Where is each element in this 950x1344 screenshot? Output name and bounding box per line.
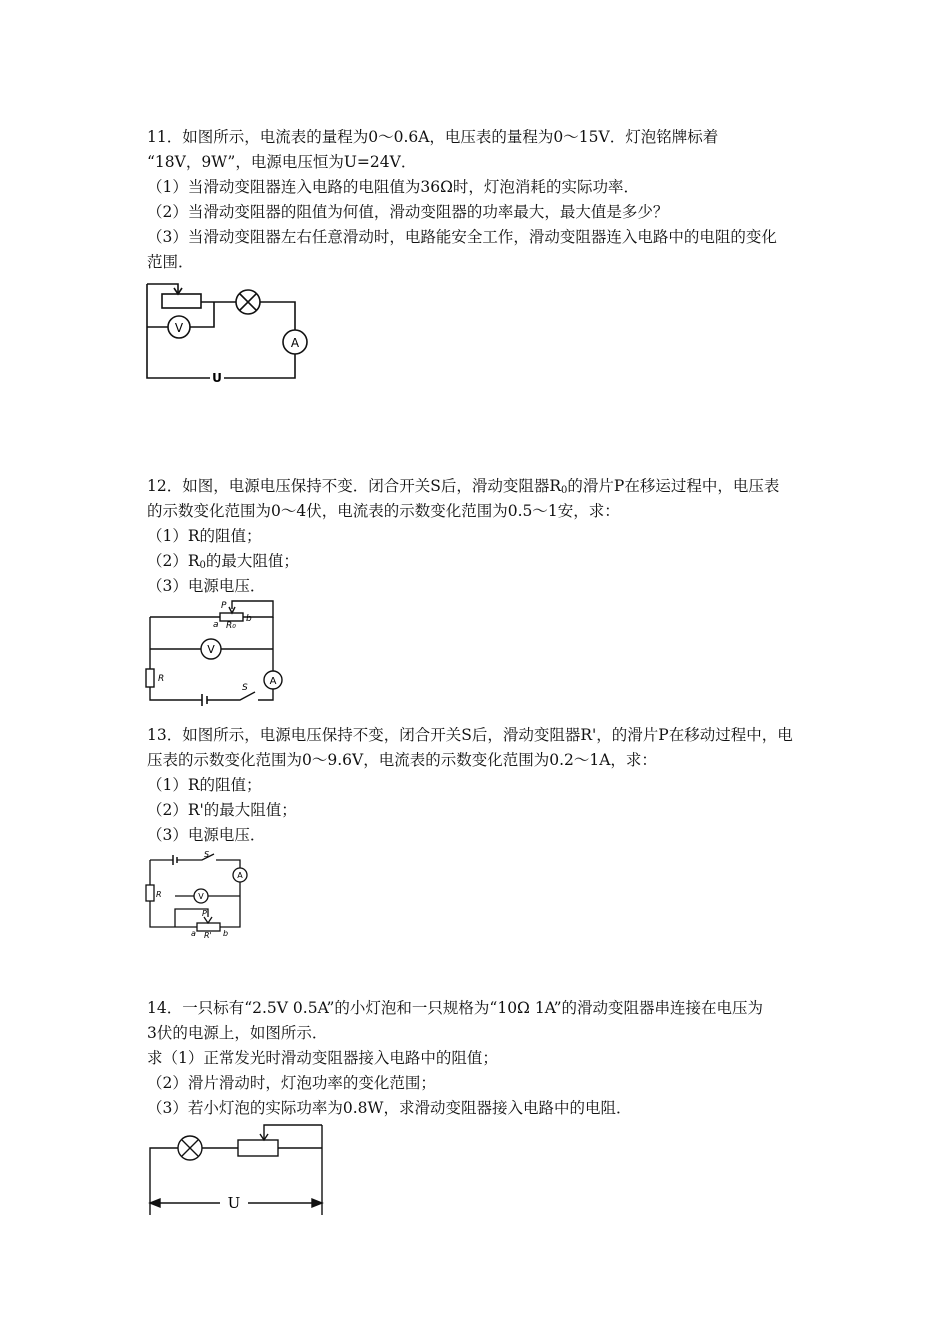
q13-line-4: （2）R'的最大阻值； <box>147 801 297 819</box>
q14-line-4: （2）滑片滑动时，灯泡功率的变化范围； <box>147 1074 436 1092</box>
q12-a-label: a <box>213 620 219 630</box>
q13-circuit-diagram <box>140 845 255 940</box>
q11-line-4: （2）当滑动变阻器的阻值为何值，滑动变阻器的功率最大，最大值是多少？ <box>147 203 669 221</box>
q11-voltmeter-label: V <box>174 321 184 335</box>
q12-s-label: S <box>242 683 248 693</box>
q13-s-label: S <box>204 850 210 859</box>
q11-line-2: “18V，9W”，电源电压恒为U=24V． <box>147 153 417 171</box>
q12-p-label: P <box>221 601 227 611</box>
q14-u-label: U <box>227 1194 241 1212</box>
q13-line-2: 压表的示数变化范围为0～9.6V，电流表的示数变化范围为0.2～1A，求： <box>147 751 657 769</box>
q11-line-5: （3）当滑动变阻器左右任意滑动时，电路能安全工作，滑动变阻器连入电路中的电阻的变化 <box>147 228 777 246</box>
q12-line-4-a: （2）R <box>147 552 200 570</box>
q12-b-label: b <box>246 614 252 624</box>
q11-ammeter-label: A <box>290 336 300 350</box>
q13-ammeter-label: A <box>237 871 243 880</box>
q13-line-1: 13．如图所示，电源电压保持不变，闭合开关S后，滑动变阻器R'，的滑片P在移动过程中，电 <box>147 726 793 744</box>
q11-circuit-diagram <box>140 280 315 385</box>
q14-line-1: 14．一只标有“2.5V 0.5A”的小灯泡和一只规格为“10Ω 1A”的滑动变阻器串连接在电压为 <box>147 999 764 1017</box>
q12-line-3: （1）R的阻值； <box>147 527 262 545</box>
q12-line-1-a: 12．如图，电源电压保持不变．闭合开关S后，滑动变阻器R <box>147 477 562 495</box>
q12-line-2: 的示数变化范围为0～4伏，电流表的示数变化范围为0.5～1安，求： <box>147 502 620 520</box>
q14-line-5: （3）若小灯泡的实际功率为0.8W，求滑动变阻器接入电路中的电阻． <box>147 1099 632 1117</box>
q13-r-label: R <box>156 890 162 899</box>
q11-source-label: U <box>212 371 222 385</box>
q13-b-label: b <box>223 929 229 938</box>
q13-a-label: a <box>191 929 196 938</box>
q12-voltmeter-label: V <box>207 643 215 656</box>
q12-line-4-b: 的最大阻值； <box>205 552 299 570</box>
q13-rprime-label: R' <box>204 931 212 940</box>
q12-ammeter-label: A <box>269 676 277 687</box>
q13-voltmeter-label: V <box>198 892 204 901</box>
q12-r-label: R <box>158 674 165 684</box>
q12-line-4 <box>147 551 299 576</box>
q12-line-5: （3）电源电压． <box>147 577 266 595</box>
q12-circuit-diagram <box>140 597 285 707</box>
q12-line-1-b: 的滑片P在移运过程中，电压表 <box>567 477 780 495</box>
q13-line-3: （1）R的阻值； <box>147 776 262 794</box>
q12-line-1-sub: 0 <box>561 485 568 496</box>
q12-r0-label: R₀ <box>226 621 236 631</box>
q14-circuit-diagram <box>140 1120 335 1220</box>
q13-p-label: P <box>202 909 207 918</box>
q11-line-6: 范围． <box>147 253 194 271</box>
q13-line-5: （3）电源电压． <box>147 826 266 844</box>
q14-line-3: 求（1）正常发光时滑动变阻器接入电路中的阻值； <box>147 1049 498 1067</box>
q11-line-3: （1）当滑动变阻器连入电路的电阻值为36Ω时，灯泡消耗的实际功率． <box>147 178 639 196</box>
q14-line-2: 3伏的电源上，如图所示． <box>147 1024 328 1042</box>
q12-line-4-sub: 0 <box>199 560 206 571</box>
q11-line-1: 11．如图所示，电流表的量程为0～0.6A，电压表的量程为0～15V．灯泡铭牌标着 <box>147 128 719 146</box>
q12-line-1 <box>147 476 779 501</box>
